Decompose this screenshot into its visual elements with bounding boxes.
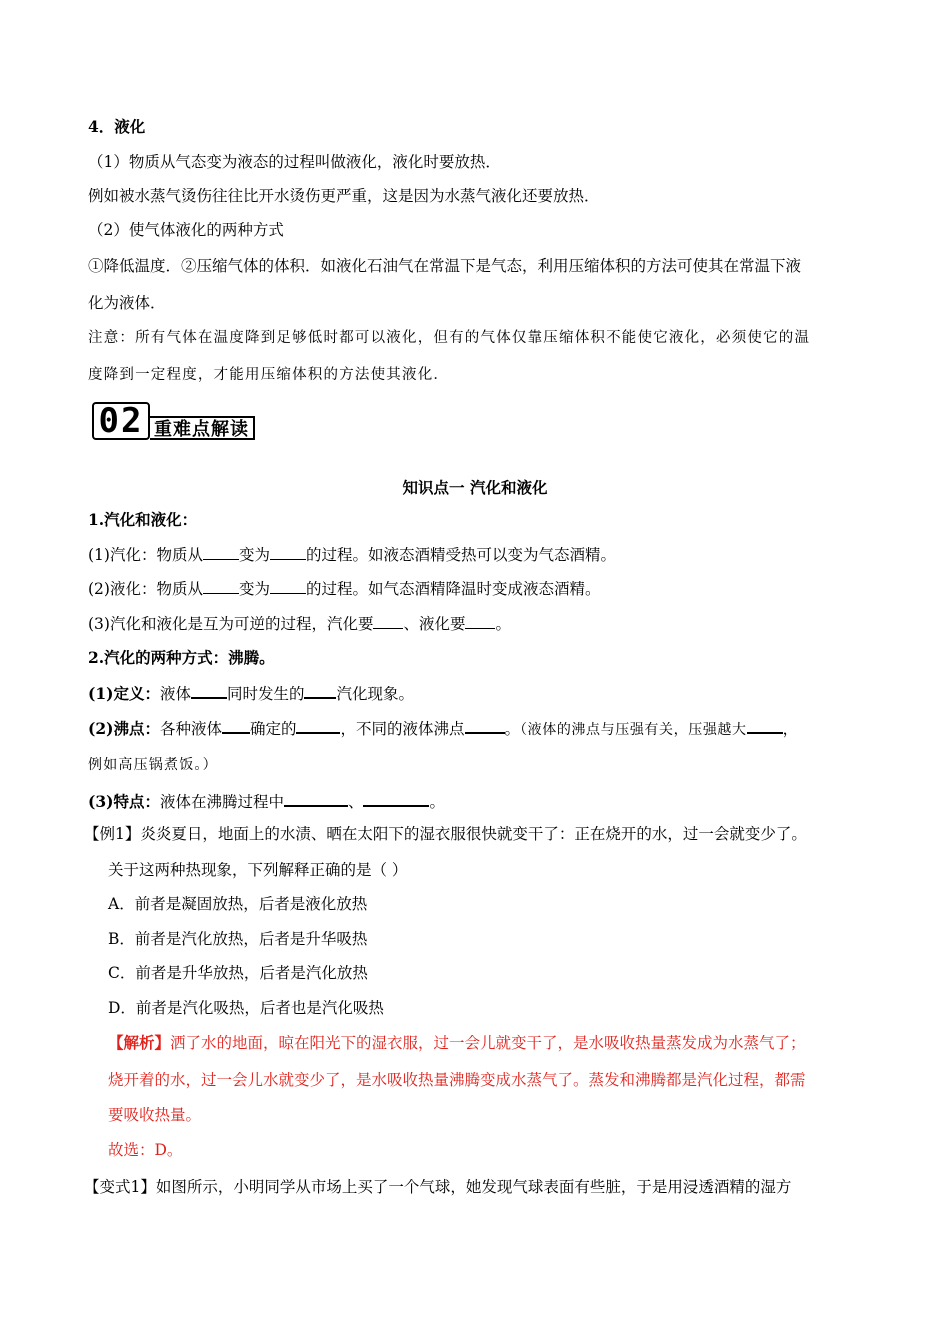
label: (2)沸点： <box>88 719 160 738</box>
answer: 故选：D。 <box>108 1141 183 1159</box>
analysis-text: 烧开着的水，过一会儿水就变少了，是水吸收热量沸腾变成水蒸气了。蒸发和沸腾都是汽化过程，都需 <box>108 1071 806 1089</box>
text: 的过程。如气态酒精降温时变成液态酒精。 <box>305 580 601 598</box>
blank[interactable] <box>203 578 239 594</box>
fill-line <box>88 578 601 599</box>
option-a[interactable]: A．前者是凝固放热，后者是液化放热 <box>108 895 368 913</box>
badge-number: 02 <box>92 402 150 440</box>
note: 例如高压锅煮饭。） <box>88 757 218 773</box>
paragraph: （1）物质从气态变为液态的过程叫做液化，液化时要放热． <box>88 153 501 171</box>
blank[interactable] <box>465 717 505 734</box>
note: （液体的沸点与压强有关，压强越大 <box>520 722 747 738</box>
text: ，不同的液体沸点 <box>340 720 465 738</box>
note: 度降到一定程度，才能用压缩体积的方法使其液化． <box>88 367 450 383</box>
text: 确定的 <box>249 720 297 738</box>
question: 关于这两种热现象，下列解释正确的是（ ） <box>108 861 408 879</box>
text: 汽化现象。 <box>336 685 414 703</box>
example-label: 【例1】 <box>84 825 141 843</box>
variant-label: 【变式1】 <box>84 1178 156 1196</box>
text: ， <box>782 720 799 738</box>
text: 。 <box>495 615 511 633</box>
fill-line <box>88 613 511 634</box>
text: (2)液化：物质从 <box>88 580 203 598</box>
option-c[interactable]: C．前者是升华放热，后者是汽化放热 <box>108 964 368 982</box>
badge-title: 重难点解读 <box>150 416 255 440</box>
blank[interactable] <box>222 717 250 734</box>
blank[interactable] <box>465 613 495 629</box>
fill-line <box>88 544 616 565</box>
text: (1)汽化：物质从 <box>88 546 203 564</box>
text: 、 <box>347 793 364 811</box>
blank[interactable] <box>203 544 239 560</box>
blank[interactable] <box>363 790 429 807</box>
text: 液体在沸腾过程中 <box>159 793 284 811</box>
option-d[interactable]: D．前者是汽化吸热，后者也是汽化吸热 <box>108 999 384 1017</box>
text: 变为 <box>238 580 270 598</box>
analysis <box>108 1033 806 1053</box>
text: 。 <box>504 720 521 738</box>
text: 液体 <box>159 685 191 703</box>
example-1 <box>84 824 807 844</box>
blank[interactable] <box>284 790 348 807</box>
paragraph: ①降低温度．②压缩气体的体积．如液化石油气在常温下是气态，利用压缩体积的方法可使其在常温下液 <box>88 257 802 275</box>
variant-text: 如图所示，小明同学从市场上买了一个气球，她发现气球表面有些脏，于是用浸透酒精的湿方 <box>155 1178 792 1196</box>
blank[interactable] <box>373 613 403 629</box>
analysis-text: 洒了水的地面，晾在阳光下的湿衣服，过一会儿就变干了，是水吸收热量蒸发成为水蒸气了； <box>170 1034 806 1052</box>
section-badge <box>92 400 255 440</box>
text: 同时发生的 <box>226 685 305 703</box>
text: 变为 <box>238 546 270 564</box>
text: 、液化要 <box>403 615 466 633</box>
variant-1 <box>84 1177 791 1197</box>
knowledge-point-title: 知识点一 汽化和液化 <box>402 478 548 497</box>
blank[interactable] <box>747 717 783 734</box>
fill-line <box>88 717 798 740</box>
label: (1)定义： <box>88 684 160 703</box>
text: 。 <box>429 793 445 811</box>
fill-line <box>88 790 445 812</box>
subheading: 1.汽化和液化： <box>88 510 198 529</box>
example-text: 炎炎夏日，地面上的水渍、晒在太阳下的湿衣服很快就变干了：正在烧开的水，过一会就变少了。 <box>140 825 807 843</box>
label: (3)特点： <box>88 792 160 811</box>
paragraph: 化为液体． <box>88 294 166 312</box>
analysis-label: 【解析】 <box>108 1033 171 1052</box>
section-4-heading: 4．液化 <box>88 117 146 136</box>
paragraph: 例如被水蒸气烫伤往往比开水烫伤更严重，这是因为水蒸气液化还要放热． <box>88 187 600 205</box>
text: (3)汽化和液化是互为可逆的过程，汽化要 <box>88 615 374 633</box>
option-b[interactable]: B．前者是汽化放热，后者是升华吸热 <box>108 930 368 948</box>
fill-line <box>88 682 414 704</box>
blank[interactable] <box>270 578 306 594</box>
blank[interactable] <box>304 682 336 699</box>
analysis-text: 要吸收热量。 <box>108 1106 202 1124</box>
blank[interactable] <box>270 544 306 560</box>
blank[interactable] <box>296 717 340 734</box>
paragraph: （2）使气体液化的两种方式 <box>88 221 284 239</box>
text: 各种液体 <box>159 720 222 738</box>
note: 注意：所有气体在温度降到足够低时都可以液化，但有的气体仅靠压缩体积不能使它液化，必须使它的温 <box>88 330 811 346</box>
subheading: 2.汽化的两种方式：沸腾。 <box>88 648 275 667</box>
text: 的过程。如液态酒精受热可以变为气态酒精。 <box>305 546 616 564</box>
blank[interactable] <box>191 682 227 699</box>
